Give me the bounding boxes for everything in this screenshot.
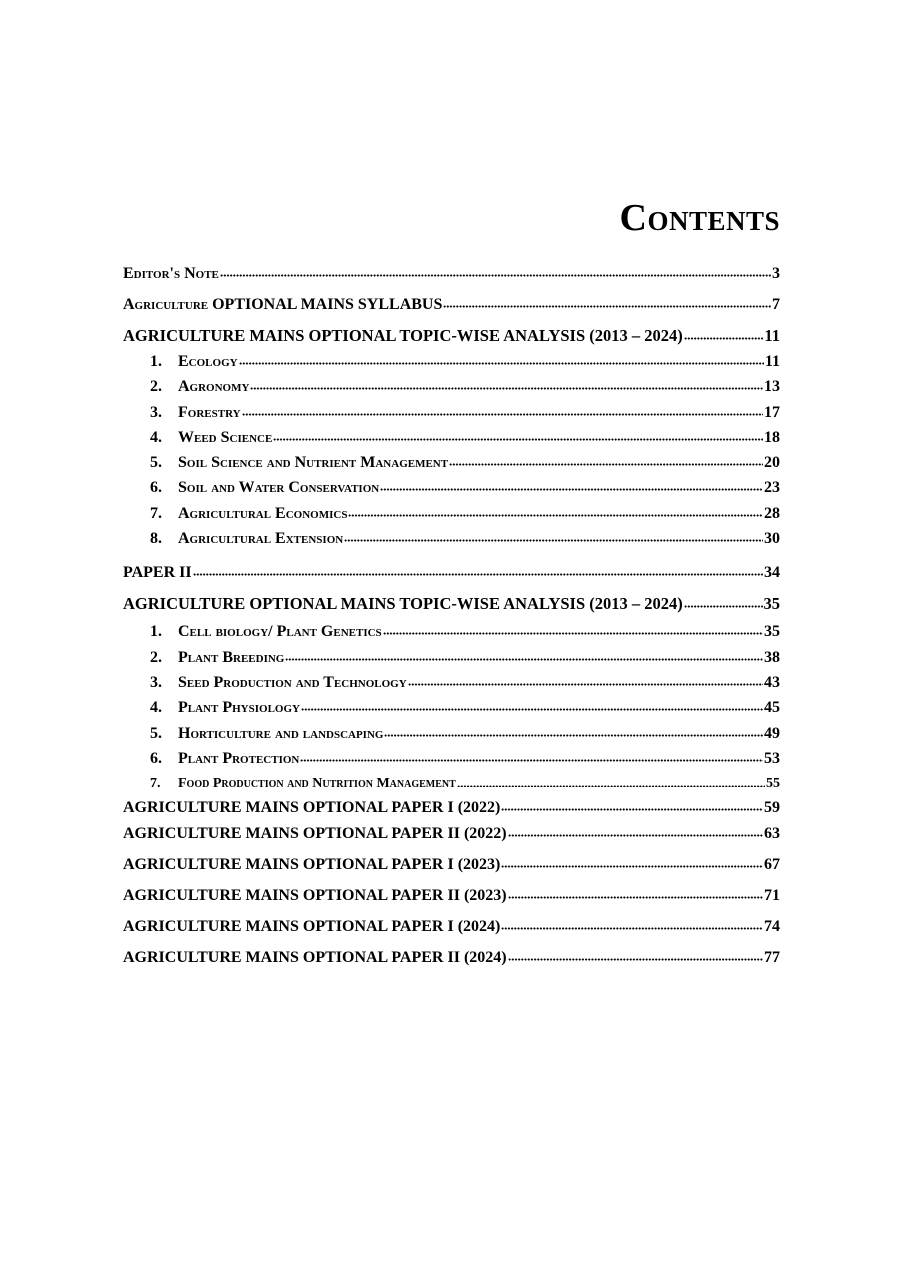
toc-page: 35 xyxy=(763,594,780,614)
toc-page: 45 xyxy=(764,699,780,717)
toc-number: 1. xyxy=(150,623,162,641)
dot-leader xyxy=(193,561,763,577)
toc-page: 77 xyxy=(764,949,780,967)
toc-label: AGRICULTURE MAINS OPTIONAL PAPER I (2024) xyxy=(123,918,501,936)
toc-page: 59 xyxy=(764,799,780,817)
toc-label: AGRICULTURE MAINS OPTIONAL TOPIC-WISE ANALYSIS (2013 – 2024) xyxy=(123,326,683,345)
toc-subentry[interactable] xyxy=(123,670,780,695)
toc-label: Agricultural Economics xyxy=(178,504,348,522)
toc-page: 17 xyxy=(764,403,780,421)
dot-leader xyxy=(684,325,764,342)
dot-leader xyxy=(449,451,763,467)
toc-number: 1. xyxy=(150,353,162,370)
toc-page: 35 xyxy=(764,623,780,641)
toc-page: 38 xyxy=(764,648,780,666)
toc-label: Editor's Note xyxy=(123,265,219,282)
toc-entry[interactable] xyxy=(123,818,780,849)
toc-page: 28 xyxy=(764,504,780,522)
toc-number: 2. xyxy=(150,378,162,396)
toc-subentry[interactable] xyxy=(123,349,780,374)
toc-label: AGRICULTURE MAINS OPTIONAL PAPER I (2022) xyxy=(123,799,501,817)
dot-leader xyxy=(501,853,763,869)
dot-leader xyxy=(408,671,763,687)
toc-number: 7. xyxy=(150,776,161,792)
papers-list xyxy=(123,796,780,973)
toc-subentry[interactable] xyxy=(123,400,780,425)
dot-leader xyxy=(300,747,763,763)
dot-leader xyxy=(384,722,763,738)
toc-label: Soil Science and Nutrient Management xyxy=(178,454,449,472)
toc-label: Seed Production and Technology xyxy=(178,673,407,691)
dot-leader xyxy=(457,773,765,787)
toc-entry[interactable] xyxy=(123,258,780,289)
toc-number: 3. xyxy=(150,673,162,691)
dot-leader xyxy=(220,262,771,278)
toc-entry[interactable] xyxy=(123,557,780,588)
toc-page: 23 xyxy=(764,479,780,497)
toc-label: Weed Science xyxy=(178,428,273,446)
dot-leader xyxy=(242,401,763,417)
toc-entry[interactable] xyxy=(123,942,780,973)
toc-subentry[interactable] xyxy=(123,425,780,450)
toc-number: 3. xyxy=(150,403,162,421)
toc-label: Food Production and Nutrition Management xyxy=(178,776,456,792)
toc-page: 71 xyxy=(764,887,780,905)
toc-entry[interactable] xyxy=(123,320,780,351)
toc-label: Plant Breeding xyxy=(178,648,285,666)
page-title: Contents xyxy=(619,197,780,239)
dot-leader xyxy=(301,696,763,712)
toc-label: Ecology xyxy=(178,353,238,370)
toc-label: AGRICULTURE MAINS OPTIONAL PAPER II (2024) xyxy=(123,949,507,967)
dot-leader xyxy=(508,884,763,900)
table-of-contents xyxy=(123,258,780,973)
toc-number: 6. xyxy=(150,479,162,497)
toc-entry[interactable] xyxy=(123,911,780,942)
toc-label: AGRICULTURE MAINS OPTIONAL PAPER I (2023) xyxy=(123,856,501,874)
toc-page: 18 xyxy=(764,428,780,446)
toc-page: 74 xyxy=(764,918,780,936)
toc-page: 49 xyxy=(764,724,780,742)
toc-label: Cell biology/ Plant Genetics xyxy=(178,623,382,641)
dot-leader xyxy=(684,593,763,610)
dot-leader xyxy=(273,426,763,442)
toc-page: 11 xyxy=(764,353,780,370)
toc-subentry[interactable] xyxy=(123,771,780,796)
toc-page: 55 xyxy=(766,776,780,792)
dot-leader xyxy=(380,476,763,492)
toc-subentry[interactable] xyxy=(123,526,780,551)
dot-leader xyxy=(285,646,763,662)
toc-label: Horticulture and landscaping xyxy=(178,724,384,742)
dot-leader xyxy=(344,527,763,543)
dot-leader xyxy=(501,796,763,812)
toc-number: 6. xyxy=(150,749,162,767)
toc-entry[interactable] xyxy=(123,289,780,320)
toc-entry[interactable] xyxy=(123,849,780,880)
toc-subentry[interactable] xyxy=(123,374,780,399)
toc-entry[interactable] xyxy=(123,588,780,619)
toc-label: Agronomy xyxy=(178,378,250,396)
dot-leader xyxy=(508,946,763,962)
toc-number: 4. xyxy=(150,699,162,717)
toc-number: 7. xyxy=(150,504,162,522)
dot-leader xyxy=(443,293,771,309)
toc-label: Plant Physiology xyxy=(178,699,300,717)
dot-leader xyxy=(508,822,763,838)
toc-page: 7 xyxy=(772,296,780,313)
toc-page: 20 xyxy=(764,454,780,472)
toc-page: 43 xyxy=(764,673,780,691)
toc-label: AGRICULTURE MAINS OPTIONAL PAPER II (2023) xyxy=(123,887,507,905)
toc-page: 30 xyxy=(764,530,780,548)
toc-label: Agriculture OPTIONAL MAINS SYLLABUS xyxy=(123,296,443,313)
paper1-topic-list xyxy=(123,349,780,551)
toc-subentry[interactable] xyxy=(123,619,780,644)
toc-page: 53 xyxy=(764,749,780,767)
dot-leader xyxy=(348,502,763,518)
toc-label: PAPER II xyxy=(123,564,192,582)
toc-number: 4. xyxy=(150,428,162,446)
toc-label: AGRICULTURE OPTIONAL MAINS TOPIC-WISE ANALYSIS (2013 – 2024) xyxy=(123,594,683,614)
paper2-topic-list xyxy=(123,619,780,796)
toc-entry[interactable] xyxy=(123,796,780,818)
dot-leader xyxy=(250,375,763,391)
toc-page: 63 xyxy=(764,825,780,843)
toc-label: AGRICULTURE MAINS OPTIONAL PAPER II (2022) xyxy=(123,825,507,843)
toc-subentry[interactable] xyxy=(123,746,780,771)
toc-page: 34 xyxy=(764,564,780,582)
toc-subentry[interactable] xyxy=(123,475,780,500)
dot-leader xyxy=(501,915,763,931)
dot-leader xyxy=(383,620,763,636)
toc-subentry[interactable] xyxy=(123,501,780,526)
toc-page: 11 xyxy=(764,326,780,345)
toc-subentry[interactable] xyxy=(123,645,780,670)
toc-label: Soil and Water Conservation xyxy=(178,479,380,497)
toc-subentry[interactable] xyxy=(123,450,780,475)
toc-label: Agricultural Extension xyxy=(178,530,344,548)
toc-entry[interactable] xyxy=(123,880,780,911)
toc-page: 13 xyxy=(764,378,780,396)
toc-number: 5. xyxy=(150,454,162,472)
toc-page: 67 xyxy=(764,856,780,874)
toc-number: 2. xyxy=(150,648,162,666)
toc-subentry[interactable] xyxy=(123,721,780,746)
toc-page: 3 xyxy=(772,265,780,282)
toc-label: Plant Protection xyxy=(178,749,300,767)
toc-number: 5. xyxy=(150,724,162,742)
toc-label: Forestry xyxy=(178,403,241,421)
toc-number: 8. xyxy=(150,530,162,548)
toc-subentry[interactable] xyxy=(123,695,780,720)
dot-leader xyxy=(239,350,764,366)
